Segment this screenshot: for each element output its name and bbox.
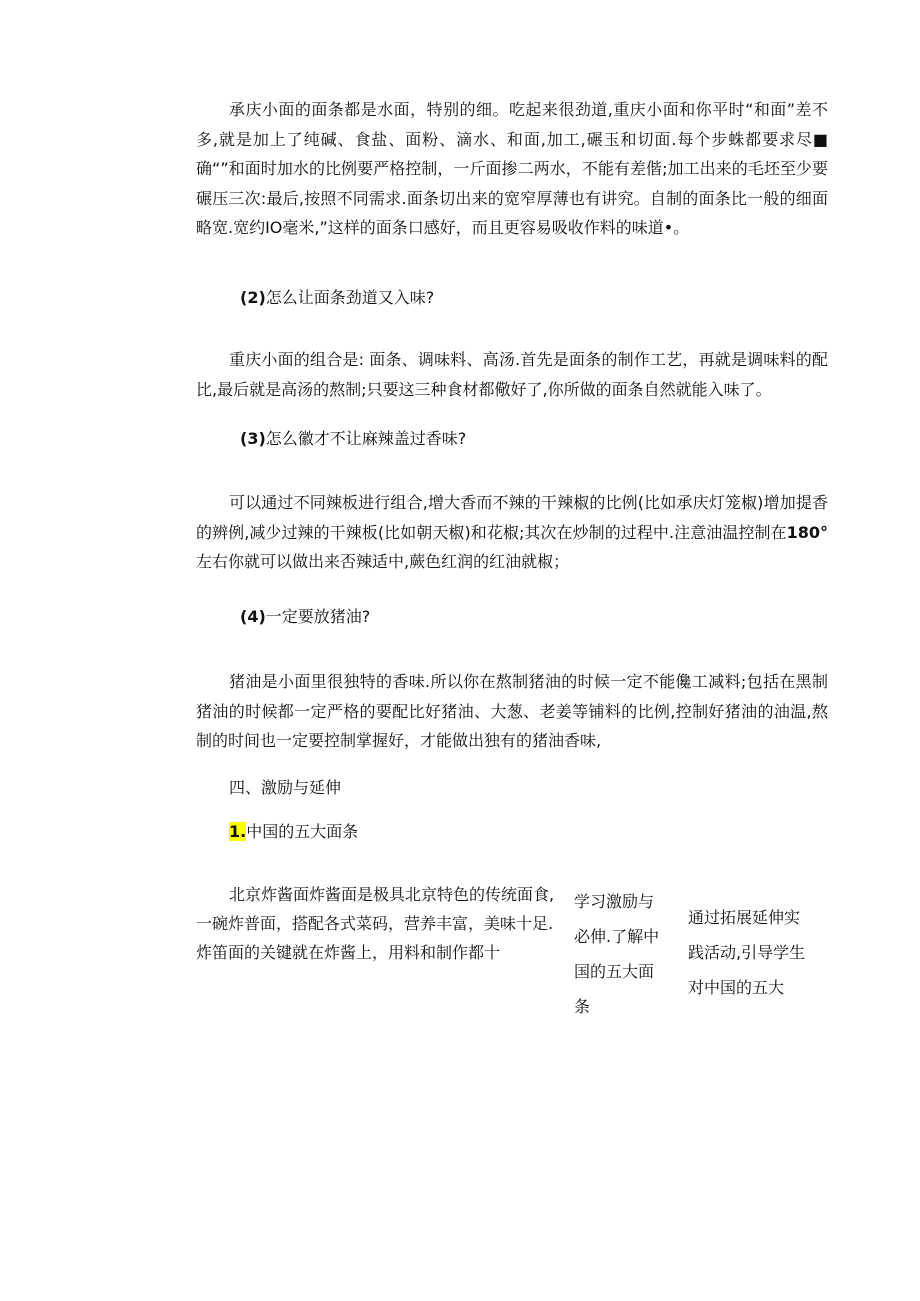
paragraph-spice-balance-part-b: 左右你就可以做出来否辣适中,蕨色红润的红油就椒； (196, 552, 570, 571)
question-text-2: 怎么让面条劲道又入味? (265, 288, 435, 307)
question-heading-2 (240, 286, 434, 310)
oil-temperature-value: 180° (786, 522, 828, 542)
item-text-1: 中国的五大面条 (246, 822, 359, 841)
question-number-2: (2) (240, 288, 266, 307)
paragraph-lard: 猪油是小面里很独特的香味.所以你在熬制猪油的时候一定不能儳工减料;包括在黑制猪油的时候都一定严格的要配比好猪油、大葱、老姜等铺料的比例,控制好猪油的油温,熬制的时间也一定要控制掌握好，才能做出独有的猪油香味, (196, 672, 828, 750)
question-heading-4 (240, 605, 370, 629)
table-cell-intent (688, 900, 814, 997)
question-heading-3 (240, 427, 466, 451)
table-cell-objective (574, 884, 674, 1016)
item-heading-1 (229, 820, 358, 844)
section-heading-4: 四、激励与延伸 (229, 778, 342, 797)
paragraph-spice-balance-part-a: 可以通过不同辣板进行组合,增大香而不辣的干辣椒的比例(比如承庆灯笼椒)增加提香的辨例,减少过辣的干辣板(比如朝天椒)和花椒;其次在炒制的过程中.注意油温控制在 (196, 493, 828, 542)
paragraph-chongqing-noodle-making: 承庆小面的面条都是水面，特别的细。吃起来很劲道,重庆小面和你平时“和面”差不多,就是加上了纯碱、食盐、面粉、滴水、和面,加工,碾玉和切面.每个步蛛都要求尽■确“”和面时加水的比例要严格控制，一斤面掺二两水，不能有差偕;加工出来的毛坯至少要碾压三次:最后,按照不同需求.面条切出来的宽窄厚薄也有讲究。自制的面条比一般的细面略宽.宽约IO毫米,”这样的面条口感好，而且更容易吸收作料的味道•。 (196, 100, 828, 237)
paragraph-noodle-combination: 重庆小面的组合是: 面条、调味料、高汤.首先是面条的制作工艺，再就是调味料的配比,最后就是高汤的熬制;只要这三种食材都儆好了,你所做的面条自然就能入味了。 (196, 350, 828, 399)
item-number-1-highlighted: 1. (229, 822, 247, 841)
paragraph-spice-balance (196, 488, 828, 577)
question-text-3: 怎么徽才不让麻辣盖过香味? (265, 429, 467, 448)
question-number-3: (3) (240, 429, 266, 448)
table-cell-content (196, 880, 561, 982)
table-cell-intent-text: 通过拓展延伸实践活动,引导学生对中国的五大 (688, 908, 806, 997)
table-cell-content-text (196, 880, 556, 967)
beijing-noodle-text: 北京炸酱面炸酱面是极具北京特色的传统面食,一碗炸普面，搭配各式菜码，营养丰富，美味十足.炸笛面的关键就在炸酱上，用料和制作都十 (196, 885, 555, 962)
question-number-4: (4) (240, 607, 266, 626)
table-cell-objective-text: 学习激励与必伸.了解中国的五大面条 (574, 892, 660, 1016)
question-text-4: 一定要放猪油? (265, 607, 371, 626)
